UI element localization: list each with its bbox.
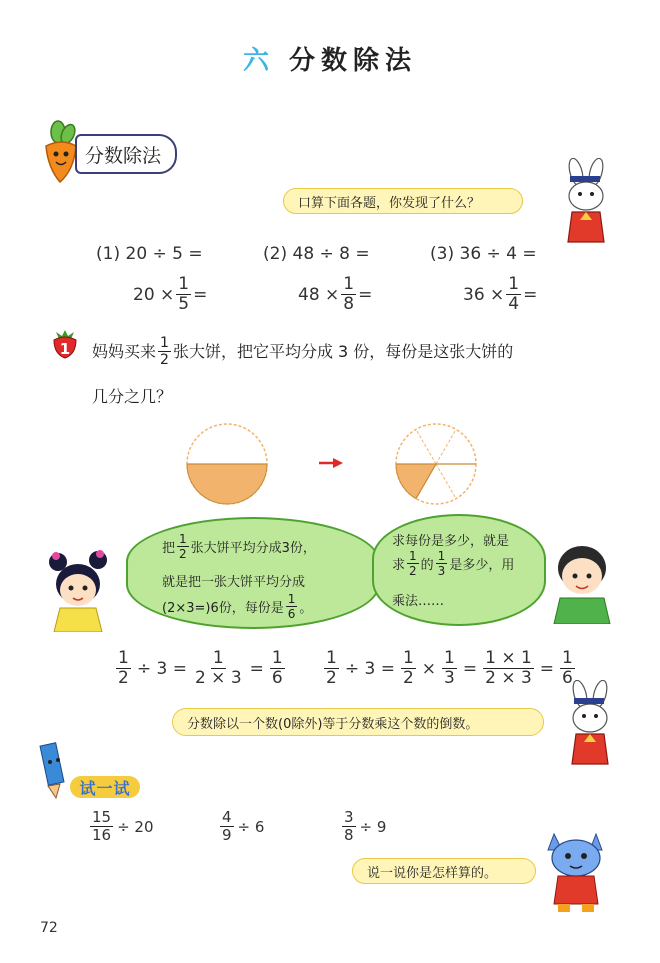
try-it-badge: 试一试 xyxy=(70,776,140,798)
rule-bubble xyxy=(172,708,544,736)
half-pie-diagram xyxy=(183,420,271,508)
exercise-1-line-2: 20 × $\frac{1}{5}$ = xyxy=(133,274,208,314)
page-title xyxy=(0,40,660,77)
exercise-3-line-2: 36 × $\frac{1}{4}$ = xyxy=(463,274,538,314)
exercise-3-line-1: (3) 36 ÷ 4 = xyxy=(430,244,537,264)
speech-bubble-girl xyxy=(126,517,380,629)
problem-number: 1 xyxy=(59,340,71,358)
cat-mascot-icon xyxy=(540,826,612,916)
tip-bubble-2 xyxy=(352,858,536,884)
speech-bubble-boy xyxy=(372,514,546,626)
exercise-1-line-1: (1) 20 ÷ 5 = xyxy=(96,244,203,264)
girl-character-icon xyxy=(44,548,116,632)
problem-line-2: 几分之几？ xyxy=(92,387,173,406)
strawberry-number-icon xyxy=(48,326,82,360)
exercise-2-line-1: (2) 48 ÷ 8 = xyxy=(263,244,370,264)
boy-character-icon xyxy=(548,540,618,624)
equation-right: $\frac{1}{2}$ ÷ 3 = $\frac{1}{2}$ × $\frac{1}{3}$ = $\frac{1 \times 1}{2 \times 3}$ = $\frac{1}{6}$ xyxy=(326,648,573,688)
bubble-right-line-3: 乘法…… xyxy=(392,594,445,609)
chapter-title: 分数除法 xyxy=(289,46,418,76)
bubble-right-line-2: 求 $\frac{1}{2}$ 的 $\frac{1}{3}$ 是多少，用 xyxy=(392,549,515,578)
try-exercise-2: $\frac{4}{9}$ ÷ 6 xyxy=(222,808,265,844)
rabbit-mascot-icon-2 xyxy=(556,680,624,766)
bubble-left-line-3: (2×3=)6份，每份是 $\frac{1}{6}$ 。 xyxy=(162,592,313,621)
try-exercise-1: $\frac{15}{16}$ ÷ 20 xyxy=(92,808,154,844)
tip-bubble-1 xyxy=(283,188,523,214)
section-badge xyxy=(75,134,177,174)
rabbit-mascot-icon xyxy=(552,158,620,244)
tip-2-text: 说一说你是怎样算的。 xyxy=(367,865,498,881)
arrow-right-icon xyxy=(318,457,344,469)
rule-text: 分数除以一个数(0除外)等于分数乘这个数的倒数。 xyxy=(187,716,479,732)
equation-left: $\frac{1}{2}$ ÷ 3 = $\frac{1}{2 \times 3}$ = $\frac{1}{6}$ xyxy=(118,648,283,688)
bubble-left-line-2: 就是把一张大饼平均分成 xyxy=(162,575,306,590)
tip-1-text: 口算下面各题，你发现了什么？ xyxy=(298,195,481,211)
sixths-pie-diagram xyxy=(392,420,480,508)
problem-line-1: 妈妈买来 $\frac{1}{2}$ 张大饼，把它平均分成 3 份，每份是这张大饼的 xyxy=(92,335,514,368)
try-exercise-3: $\frac{3}{8}$ ÷ 9 xyxy=(344,808,387,844)
section-label: 分数除法 xyxy=(85,144,162,167)
bubble-left-line-1: 把 $\frac{1}{2}$ 张大饼平均分成3份， xyxy=(162,532,316,561)
pencil-mascot-icon xyxy=(34,740,74,802)
exercise-2-line-2: 48 × $\frac{1}{8}$ = xyxy=(298,274,373,314)
chapter-number: 六 xyxy=(242,46,275,76)
bubble-right-line-1: 求每份是多少，就是 xyxy=(392,534,510,549)
page-number: 72 xyxy=(40,920,58,936)
